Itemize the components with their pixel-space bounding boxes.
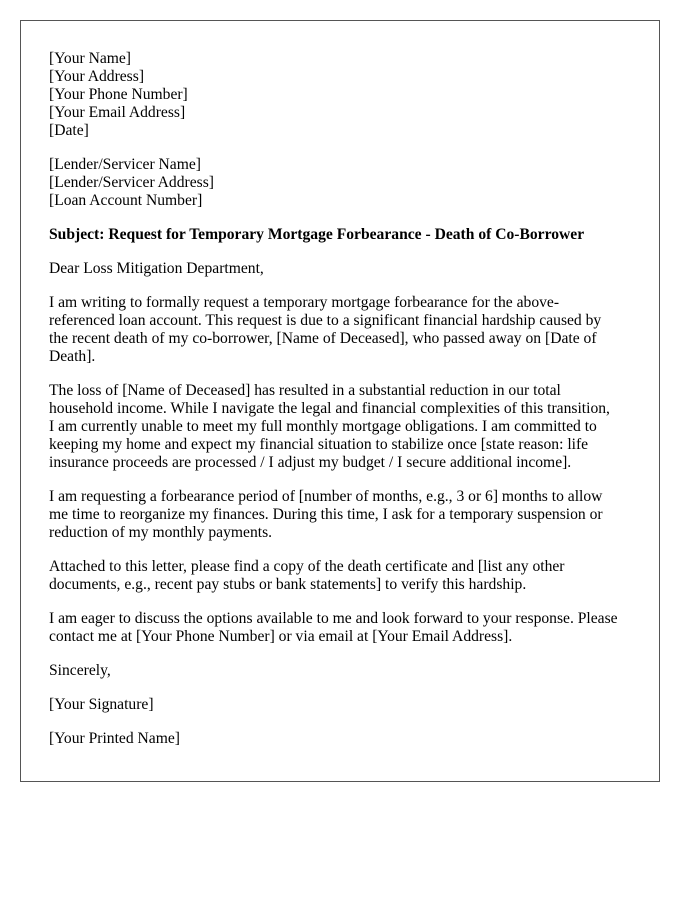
salutation: Dear Loss Mitigation Department, xyxy=(49,260,264,277)
paragraph-line: me time to reorganize my finances. During this time, I ask for a temporary suspension or xyxy=(49,506,603,523)
printed-name: [Your Printed Name] xyxy=(49,730,180,747)
paragraph-line: I am eager to discuss the options available to me and look forward to your response. Please xyxy=(49,610,618,627)
sender-name: [Your Name] xyxy=(49,50,132,67)
sender-block xyxy=(49,50,631,140)
paragraph-line: I am writing to formally request a temporary mortgage forbearance for the above- xyxy=(49,294,560,311)
body-paragraph-3 xyxy=(49,488,631,542)
letter-subject: Subject: Request for Temporary Mortgage Forbearance - Death of Co-Borrower xyxy=(49,226,585,243)
loan-account-number: [Loan Account Number] xyxy=(49,192,203,209)
recipient-address: [Lender/Servicer Address] xyxy=(49,174,214,191)
paragraph-line: documents, e.g., recent pay stubs or bank statements] to verify this hardship. xyxy=(49,576,527,593)
sender-phone: [Your Phone Number] xyxy=(49,86,188,103)
sender-email: [Your Email Address] xyxy=(49,104,186,121)
body-paragraph-2 xyxy=(49,382,631,472)
paragraph-line: household income. While I navigate the legal and financial complexities of this transition, xyxy=(49,400,610,417)
recipient-name: [Lender/Servicer Name] xyxy=(49,156,201,173)
paragraph-line: referenced loan account. This request is due to a significant financial hardship caused by xyxy=(49,312,602,329)
paragraph-line: I am requesting a forbearance period of [number of months, e.g., 3 or 6] months to allow xyxy=(49,488,603,505)
paragraph-line: Attached to this letter, please find a copy of the death certificate and [list any other xyxy=(49,558,565,575)
paragraph-line: the recent death of my co-borrower, [Name of Deceased], who passed away on [Date of xyxy=(49,330,597,347)
paragraph-line: I am currently unable to meet my full monthly mortgage obligations. I am committed to xyxy=(49,418,597,435)
signature: [Your Signature] xyxy=(49,696,154,713)
paragraph-line: insurance proceeds are processed / I adjust my budget / I secure additional income]. xyxy=(49,454,572,471)
paragraph-line: The loss of [Name of Deceased] has resulted in a substantial reduction in our total xyxy=(49,382,561,399)
letter-date: [Date] xyxy=(49,122,89,139)
sender-address: [Your Address] xyxy=(49,68,145,85)
paragraph-line: Death]. xyxy=(49,348,96,365)
letter-body xyxy=(49,294,631,646)
paragraph-line: contact me at [Your Phone Number] or via email at [Your Email Address]. xyxy=(49,628,513,645)
closing: Sincerely, xyxy=(49,662,111,679)
paragraph-line: reduction of my monthly payments. xyxy=(49,524,273,541)
paragraph-line: keeping my home and expect my financial situation to stabilize once [state reason: life xyxy=(49,436,589,453)
letter-page xyxy=(20,20,660,782)
body-paragraph-5 xyxy=(49,610,631,646)
body-paragraph-4 xyxy=(49,558,631,594)
body-paragraph-1 xyxy=(49,294,631,366)
recipient-block xyxy=(49,156,631,210)
